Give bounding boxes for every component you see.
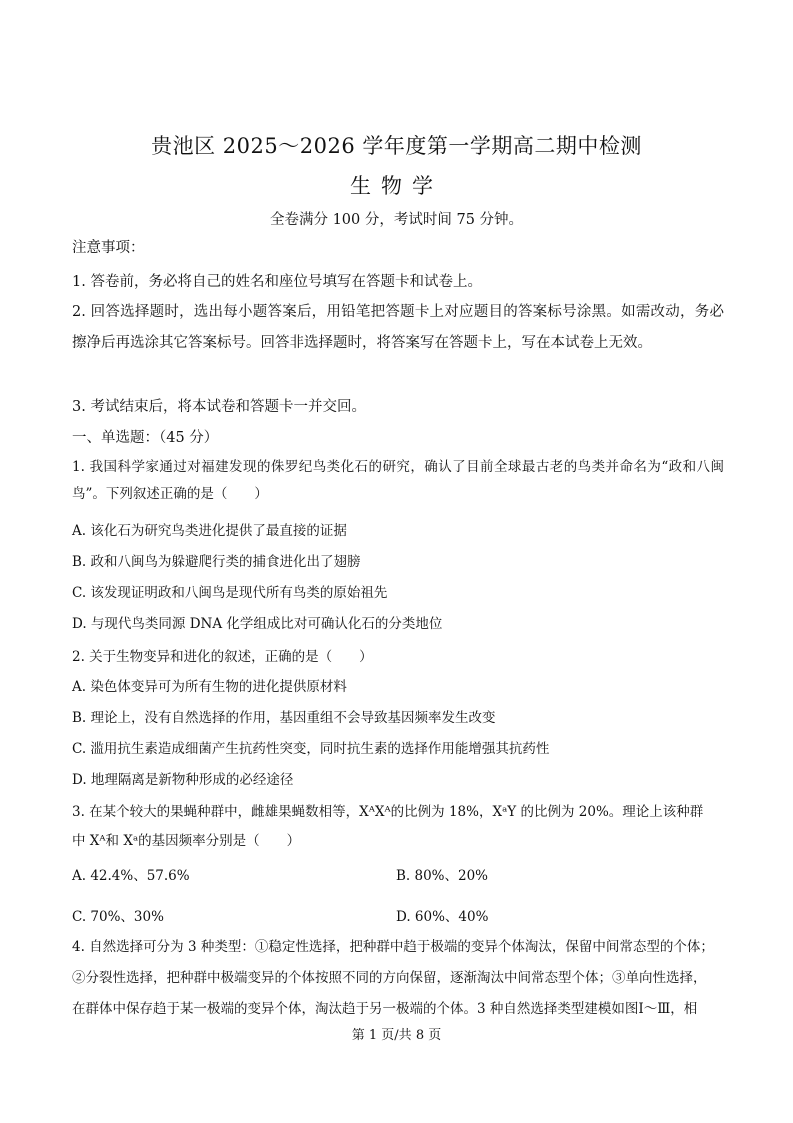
question-1-option-b: B. 政和八闽鸟为躲避爬行类的捕食进化出了翅膀: [72, 554, 361, 570]
question-1-option-d: D. 与现代鸟类同源 DNA 化学组成比对可确认化石的分类地位: [72, 616, 443, 632]
question-1-stem: 1. 我国科学家通过对福建发现的侏罗纪鸟类化石的研究，确认了目前全球最古老的鸟类并命名为“政和八闽鸟”。下列叙述正确的是（ ）: [72, 459, 724, 502]
question-2-option-c: C. 滥用抗生素造成细菌产生抗药性突变，同时抗生素的选择作用能增强其抗药性: [72, 741, 550, 757]
question-1-option-c: C. 该发现证明政和八闽鸟是现代所有鸟类的原始祖先: [72, 585, 388, 601]
question-3-option-c: C. 70%、30%: [72, 909, 164, 925]
page-number: 第 1 页/共 8 页: [351, 1028, 442, 1043]
notice-heading: 注意事项：: [72, 240, 145, 256]
section-heading: 一、单选题：（45 分）: [72, 430, 219, 446]
question-2-option-b: B. 理论上，没有自然选择的作用，基因重组不会导致基因频率发生改变: [72, 710, 496, 726]
question-3-option-a: A. 42.4%、57.6%: [72, 868, 190, 884]
question-2-option-a: A. 染色体变异可为所有生物的进化提供原材料: [72, 679, 347, 695]
exam-title: 贵池区 2025～2026 学年度第一学期高二期中检测: [151, 134, 642, 158]
question-4-line-3: 在群体中保存趋于某一极端的变异个体，淘汰趋于另一极端的个体。3 种自然选择类型建模如图Ⅰ～Ⅲ，相: [72, 1001, 698, 1017]
notice-item-2: 2. 回答选择题时，选出每小题答案后，用铅笔把答题卡上对应题目的答案标号涂黑。如需改动，务必擦净后再选涂其它答案标号。回答非选择题时，将答案写在答题卡上，写在本试卷上无效。: [72, 304, 724, 351]
question-3-option-b: B. 80%、20%: [396, 868, 489, 884]
question-3-stem-line-2: 中 Xᴬ和 Xᵃ的基因频率分别是（ ）: [72, 833, 301, 849]
question-2-stem: 2. 关于生物变异和进化的叙述，正确的是（ ）: [72, 649, 373, 665]
question-2-option-d: D. 地理隔离是新物种形成的必经途径: [72, 772, 294, 788]
score-time-line: 全卷满分 100 分，考试时间 75 分钟。: [269, 212, 524, 228]
question-4-line-1: 4. 自然选择可分为 3 种类型：①稳定性选择，把种群中趋于极端的变异个体淘汰，保留中间常态型的个体；: [72, 939, 714, 955]
question-1-option-a: A. 该化石为研究鸟类进化提供了最直接的证据: [72, 523, 347, 539]
notice-item-3: 3. 考试结束后，将本试卷和答题卡一并交回。: [72, 399, 366, 415]
question-3-stem-line-1: 3. 在某个较大的果蝇种群中，雌雄果蝇数相等，XᴬXᴬ的比例为 18%，XᵃY 的比例为 20%。理论上该种群: [72, 804, 704, 820]
notice-item-1: 1. 答卷前，务必将自己的姓名和座位号填写在答题卡和试卷上。: [72, 274, 482, 290]
subject-title: 生物学: [350, 174, 443, 198]
question-4-line-2: ②分裂性选择，把种群中极端变异的个体按照不同的方向保留，逐渐淘汰中间常态型个体；③单向性选择，: [72, 970, 707, 986]
question-3-option-d: D. 60%、40%: [396, 909, 489, 925]
